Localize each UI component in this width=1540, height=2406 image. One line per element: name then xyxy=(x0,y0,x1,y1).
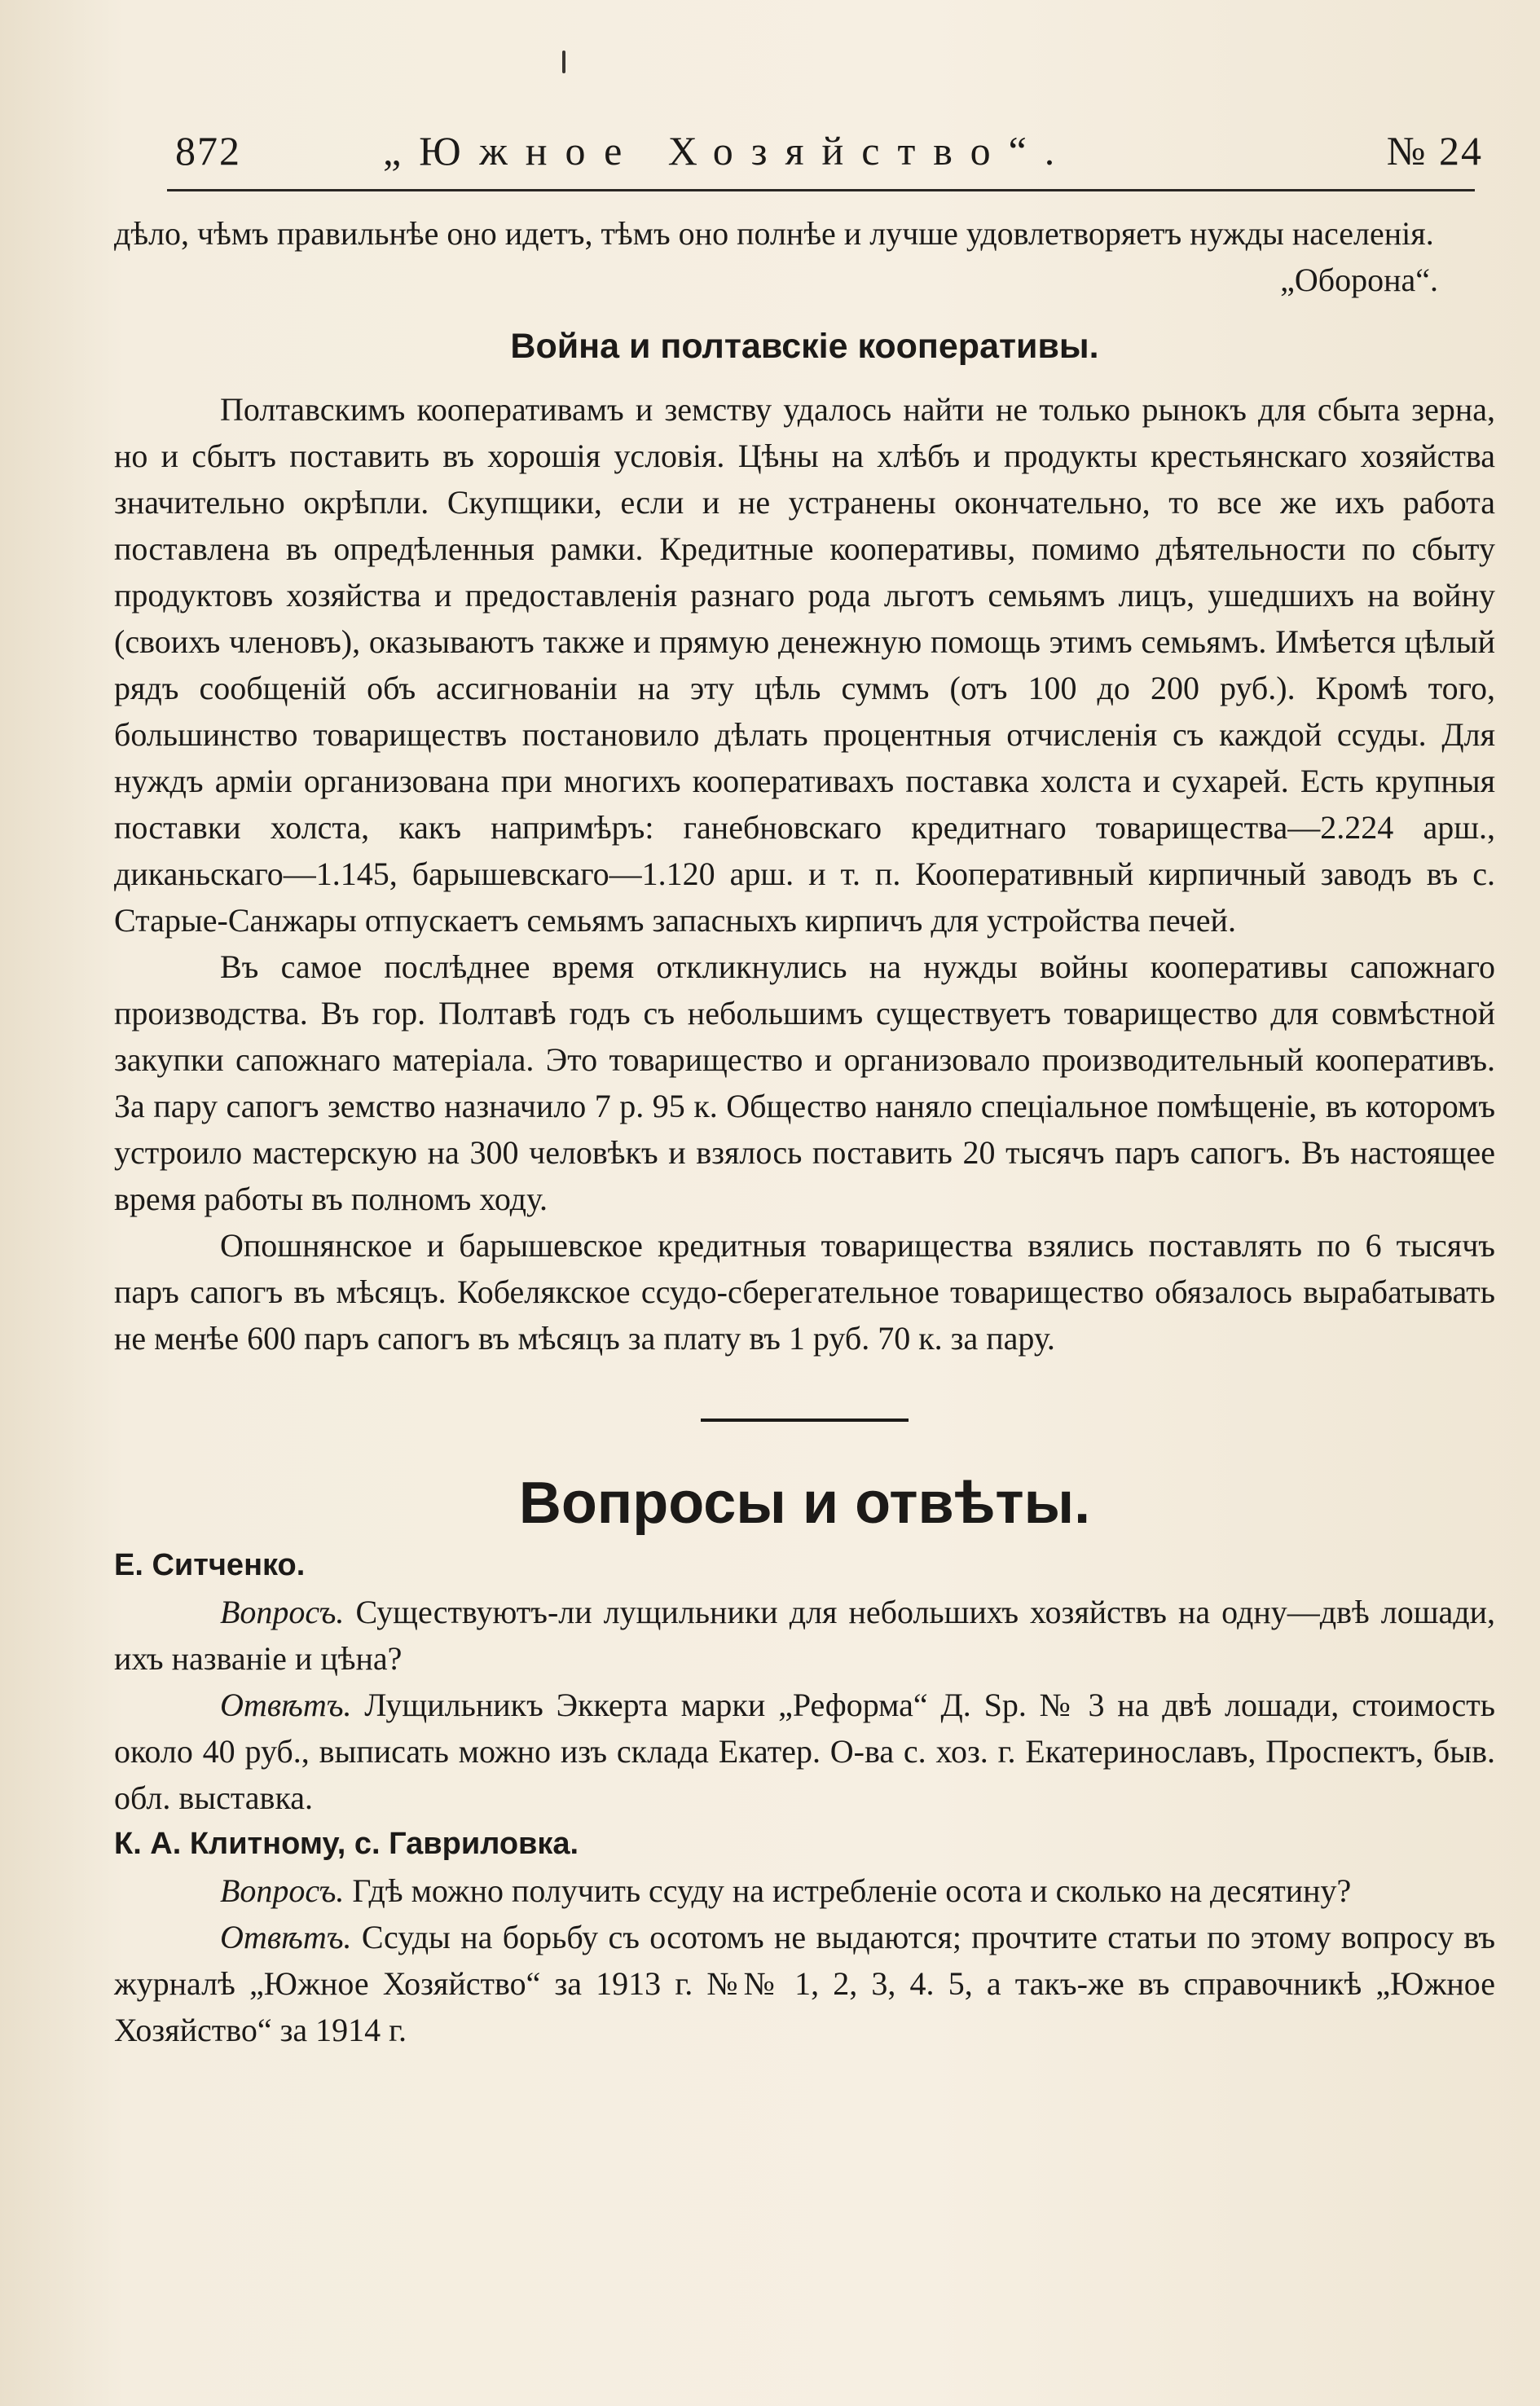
header-rule xyxy=(167,189,1475,191)
page-number: 872 xyxy=(175,128,241,174)
article-paragraph: Полтавскимъ кооперативамъ и земству удалось найти не только рынокъ для сбыта зерна, но и сбытъ поставить въ хорошія условія. Цѣны на хлѣбъ и продукты крестьянскаго хозяйства значительно окрѣпли. Скупщики, если и не устранены окончательно, то все же ихъ работа поставлена въ опредѣленныя рамки. Кредитные кооперативы, помимо дѣятельности по сбыту продуктовъ хозяйства и предоставленія разнаго рода льготъ семьямъ лицъ, ушедшихъ на войну (своихъ членовъ), оказываютъ также и прямую денежную помощь этимъ семьямъ. Имѣется цѣлый рядъ сообщеній объ ассигнованіи на эту цѣль суммъ (отъ 100 до 200 руб.). Кромѣ того, большинство товариществъ постановило дѣлать процентныя отчисленія съ каждой ссуды. Для нуждъ арміи организована при многихъ кооперативахъ поставка холста и сухарей. Есть крупныя поставки холста, какъ напримѣръ: ганебновскаго кредитнаго товарищества—2.224 арш., диканьскаго—1.145, барышевскаго—1.120 арш. и т. п. Кооперативный кирпичный заводъ въ с. Старые-Санжары отпускаетъ семьямъ запасныхъ кирпичъ для устройства печей. xyxy=(114,391,1495,939)
page-content xyxy=(114,210,1495,2053)
question-label: Вопросъ. xyxy=(220,1872,345,1909)
qa-correspondent-name: Е. Ситченко. xyxy=(114,1548,306,1582)
qa-correspondent-name: К. А. Клитному, с. Гавриловка. xyxy=(114,1827,579,1861)
question-text: Существуютъ-ли лущильники для небольшихъ хозяйствъ на одну—двѣ лошади, ихъ названіе и цѣна? xyxy=(114,1594,1496,1677)
intro-source: „Оборона“. xyxy=(1280,262,1438,298)
binding-mark xyxy=(562,51,565,73)
answer-text: Ссуды на борьбу съ осотомъ не выдаются; прочтите статьи по этому вопросу въ журналѣ „Южное Хозяйство“ за 1913 г. №№ 1, 2, 3, 4. 5, а такъ-же въ справочникѣ „Южное Хозяйство“ за 1914 г. xyxy=(114,1919,1496,2048)
qa-question xyxy=(114,1589,1495,1682)
page-header xyxy=(175,122,1483,179)
question-label: Вопросъ. xyxy=(220,1594,345,1630)
question-text: Гдѣ можно получить ссуду на истребленіе осота и сколько на десятину? xyxy=(352,1872,1352,1909)
section-divider xyxy=(701,1419,909,1422)
answer-text: Лущильникъ Эккерта марки „Реформа“ Д. Sp. № 3 на двѣ лошади, стоимость около 40 руб., выписать можно изъ склада Екатер. О-ва с. хоз. г. Екатеринославъ, Проспектъ, быв. обл. выставка. xyxy=(114,1687,1496,1816)
qa-question xyxy=(114,1867,1495,1914)
answer-label: Отвѣтъ. xyxy=(220,1919,352,1955)
article-paragraph: Въ самое послѣднее время откликнулись на нужды войны кооперативы сапожнаго производства. Въ гор. Полтавѣ годъ съ небольшимъ существуетъ товарищество для совмѣстной закупки сапожнаго матеріала. Это товарищество и организовало производительный кооперативъ. За пару сапогъ земство назначило 7 р. 95 к. Общество наняло спеціальное помѣщеніе, въ которомъ устроило мастерскую на 300 человѣкъ и взялось поставить 20 тысячъ паръ сапогъ. Въ настоящее время работы въ полномъ ходу. xyxy=(114,948,1495,1217)
article-paragraph: Опошнянское и барышевское кредитныя товарищества взялись поставлять по 6 тысячъ паръ сапогъ въ мѣсяцъ. Кобелякское ссудо-сберегательное товарищество обязалось вырабатывать не менѣе 600 паръ сапогъ въ мѣсяцъ за плату въ 1 руб. 70 к. за пару. xyxy=(114,1227,1495,1357)
article-heading: Война и полтавскіе кооперативы. xyxy=(510,327,1099,366)
qa-answer xyxy=(114,1914,1495,2053)
journal-title: „Южное Хозяйство“. xyxy=(383,128,1073,174)
qa-section-heading: Вопросы и отвѣты. xyxy=(518,1471,1091,1536)
intro-paragraph: дѣло, чѣмъ правильнѣе оно идетъ, тѣмъ оно полнѣе и лучше удовлетворяетъ нужды населенія. xyxy=(114,215,1434,252)
qa-answer xyxy=(114,1682,1495,1821)
answer-label: Отвѣтъ. xyxy=(220,1687,352,1723)
issue-number: № 24 xyxy=(1386,128,1483,174)
